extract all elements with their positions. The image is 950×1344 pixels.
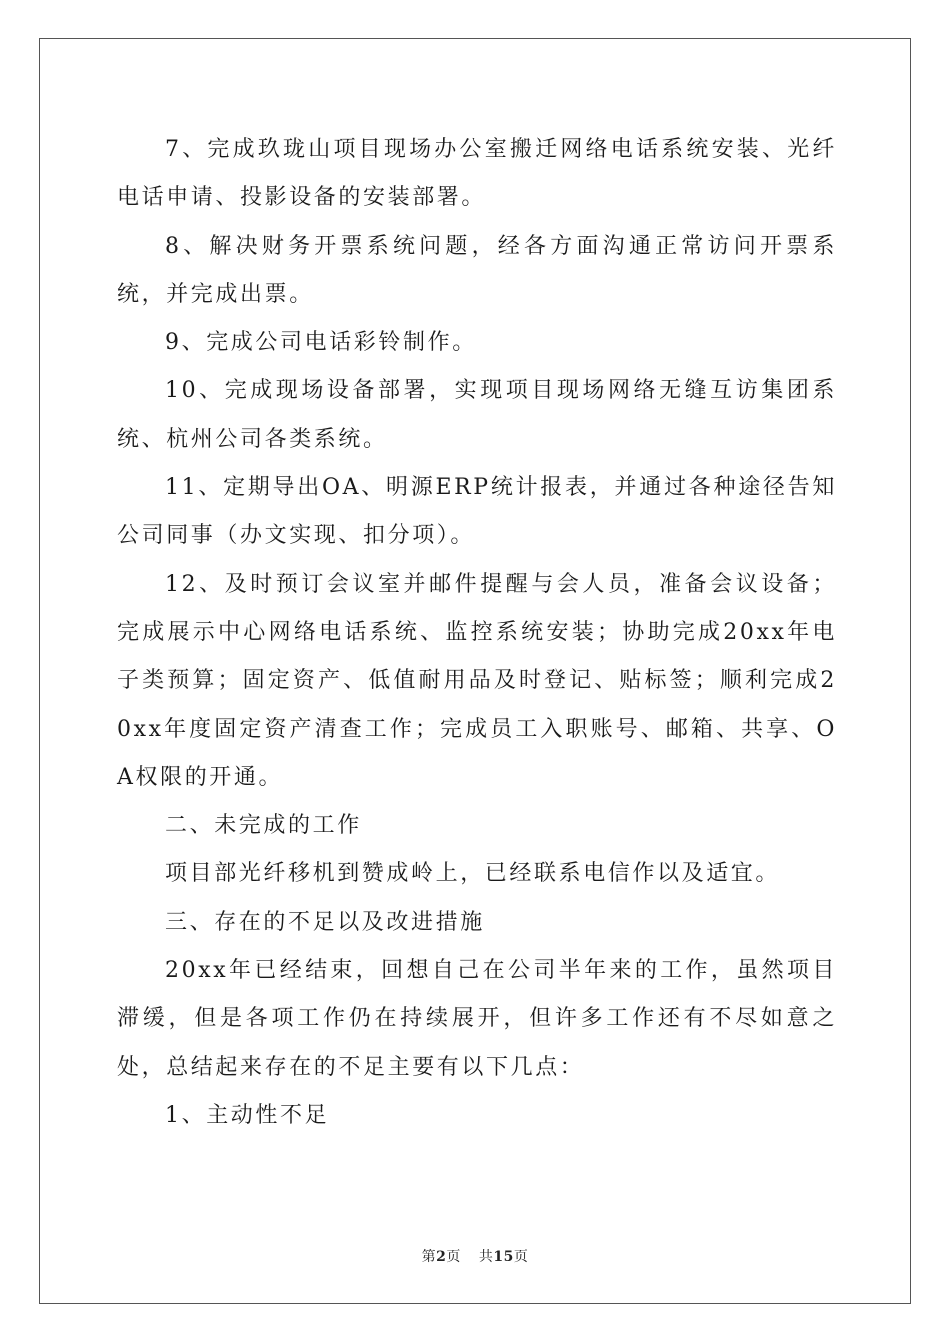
paragraph-item-12: 12、及时预订会议室并邮件提醒与会人员，准备会议设备；完成展示中心网络电话系统、监控系统安装；协助完成20xx年电子类预算；固定资产、低值耐用品及时登记、贴标签；顺利完成20xx年度固定资产清查工作；完成员工入职账号、邮箱、共享、OA权限的开通。 [117, 571, 837, 790]
paragraph-item-7: 7、完成玖珑山项目现场办公室搬迁网络电话系统安装、光纤电话申请、投影设备的安装部署。 [117, 137, 837, 211]
footer-total-prefix: 共 [478, 1249, 494, 1265]
paragraph-item-10: 10、完成现场设备部署，实现项目现场网络无缝互访集团系统、杭州公司各类系统。 [117, 378, 837, 452]
paragraph-point-1: 1、主动性不足 [165, 1102, 330, 1128]
document-body [117, 126, 837, 1140]
footer-page-suffix: 页 [446, 1249, 461, 1265]
paragraph-item-9: 9、完成公司电话彩铃制作。 [165, 330, 477, 356]
section-heading-unfinished: 二、未完成的工作 [165, 813, 362, 839]
footer-total-suffix: 页 [513, 1249, 529, 1265]
page-footer [0, 1246, 950, 1266]
paragraph-item-8: 8、解决财务开票系统问题，经各方面沟通正常访问开票系统，并完成出票。 [117, 233, 837, 307]
footer-page-number: 2 [436, 1249, 447, 1265]
footer-total-pages: 15 [493, 1249, 514, 1265]
section-heading-shortcomings: 三、存在的不足以及改进措施 [165, 909, 485, 935]
paragraph-summary: 20xx年已经结束，回想自己在公司半年来的工作，虽然项目滞缓，但是各项工作仍在持续展开，但许多工作还有不尽如意之处，总结起来存在的不足主要有以下几点： [117, 958, 837, 1080]
paragraph-unfinished-detail: 项目部光纤移机到赞成岭上，已经联系电信作以及适宜。 [165, 861, 781, 887]
paragraph-item-11: 11、定期导出OA、明源ERP统计报表，并通过各种途径告知公司同事（办文实现、扣分项）。 [117, 475, 837, 549]
footer-page-prefix: 第 [421, 1249, 437, 1265]
